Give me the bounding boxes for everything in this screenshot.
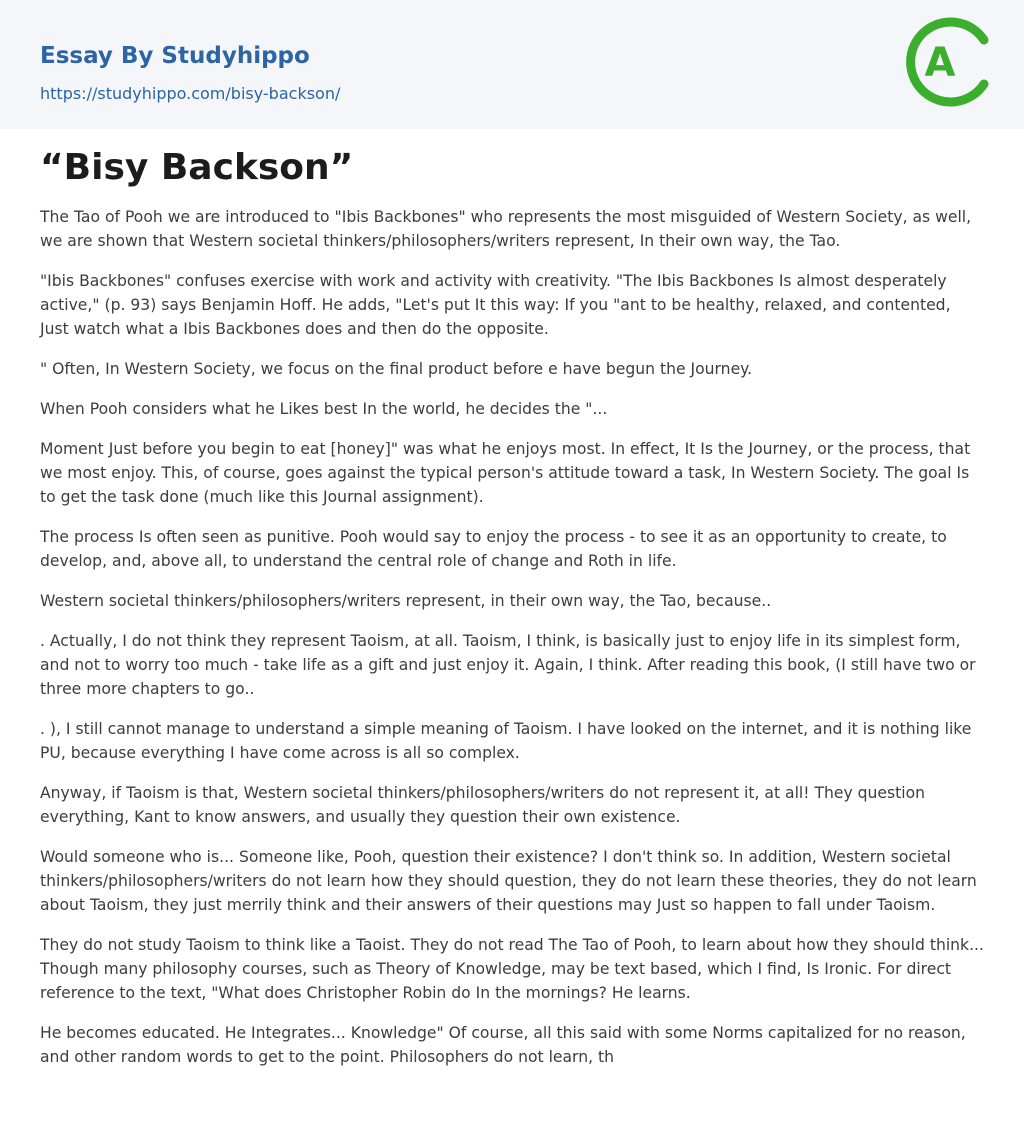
logo-letter: A [924, 40, 956, 86]
essay-paragraph: Western societal thinkers/philosophers/writers represent, in their own way, the Tao, because.. [40, 592, 772, 610]
essay-paragraph: "Ibis Backbones" confuses exercise with work and activity with creativity. "The Ibis Backbones Is almost desperately active," (p. 93) says Benjamin Hoff. He adds, "Let's put It this way: If you "ant to be healthy, relaxed, and contented, Just watch what a Ibis Backbones does and then do the opposite. [40, 272, 951, 338]
essay-paragraph: " Often, In Western Society, we focus on the final product before e have begun the Journey. [40, 360, 753, 378]
site-brand-title[interactable]: Essay By Studyhippo [40, 43, 310, 69]
essay-paragraph: . ), I still cannot manage to understand a simple meaning of Taoism. I have looked on the internet, and it is nothing like PU, because everything I have come across is all so complex. [40, 720, 972, 762]
essay-title: “Bisy Backson” [40, 147, 354, 188]
essay-paragraph: Moment Just before you begin to eat [honey]" was what he enjoys most. In effect, It Is the Journey, or the process, that we most enjoy. This, of course, goes against the typical person's attitude toward a task, In Western Society. The goal Is to get the task done (much like this Journal assignment). [40, 440, 971, 506]
essay-paragraph: They do not study Taoism to think like a Taoist. They do not read The Tao of Pooh, to learn about how they should think... Though many philosophy courses, such as Theory of Knowledge, may be text based, which I find, Is Ironic. For direct reference to the text, "What does Christopher Robin do In the mornings? He learns. [40, 936, 984, 1002]
site-header [0, 0, 1024, 129]
studyhippo-logo-icon[interactable] [898, 14, 994, 110]
essay-paragraph: When Pooh considers what he Likes best In the world, he decides the "... [40, 400, 608, 418]
essay-paragraph: Anyway, if Taoism is that, Western societal thinkers/philosophers/writers do not represent it, at all! They question everything, Kant to know answers, and usually they question their own existence. [40, 784, 926, 826]
essay-content [0, 129, 1024, 1069]
essay-paragraph: The process Is often seen as punitive. Pooh would say to enjoy the process - to see it as an opportunity to create, to develop, and, above all, to understand the central role of change and Roth in life. [40, 528, 947, 570]
essay-paragraph: The Tao of Pooh we are introduced to "Ibis Backbones" who represents the most misguided of Western Society, as well, we are shown that Western societal thinkers/philosophers/writers represent, In their own way, the Tao. [40, 208, 972, 250]
essay-url-link[interactable]: https://studyhippo.com/bisy-backson/ [40, 84, 341, 103]
essay-paragraph: He becomes educated. He Integrates... Knowledge" Of course, all this said with some Norms capitalized for no reason, and other random words to get to the point. Philosophers do not learn, th [40, 1024, 966, 1066]
essay-paragraph: . Actually, I do not think they represent Taoism, at all. Taoism, I think, is basically just to enjoy life in its simplest form, and not to worry too much - take life as a gift and just enjoy it. Again, I think. After reading this book, (I still have two or three more chapters to go.. [40, 632, 976, 698]
essay-paragraph: Would someone who is... Someone like, Pooh, question their existence? I don't think so. In addition, Western societal thinkers/philosophers/writers do not learn how they should question, they do not learn these theories, they do not learn about Taoism, they just merrily think and their answers of their questions may Just so happen to fall under Taoism. [40, 848, 977, 914]
